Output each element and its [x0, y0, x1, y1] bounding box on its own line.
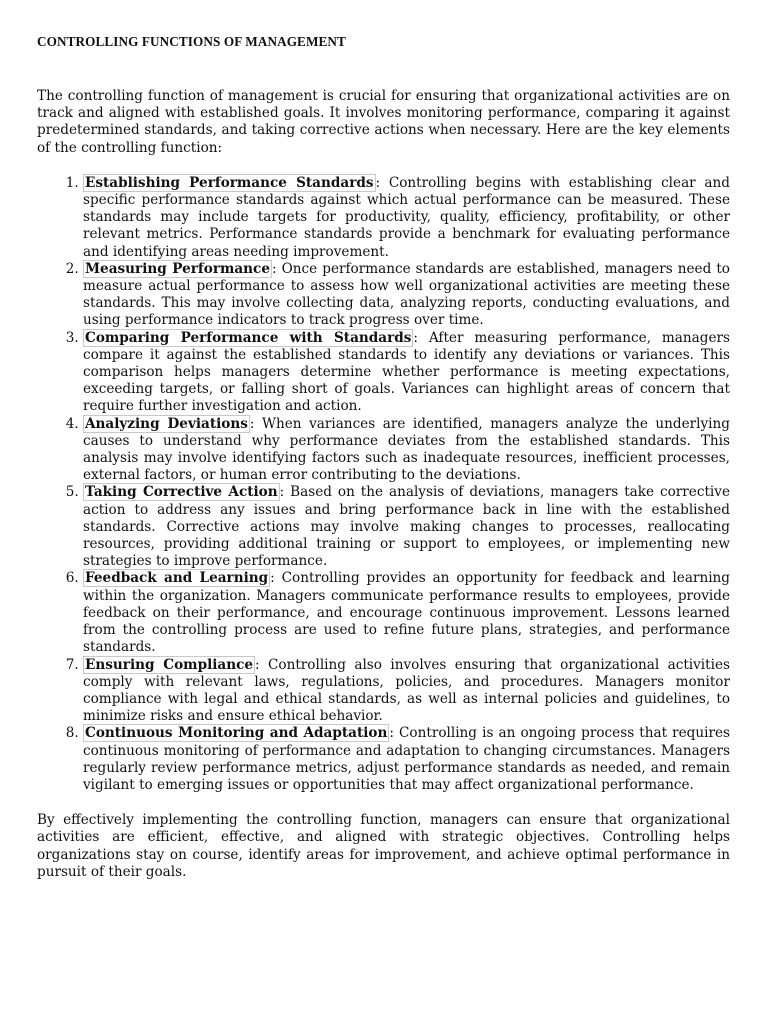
- item-term: Analyzing Deviations: [85, 415, 248, 432]
- item-text: : After measuring performance, managers compare it against the established standards to identify any deviations or variances. This comparison helps managers determine whether performance is meeting expectations, exceeding targets, or falling short of goals. Variances can highlight areas of concern that require further investigation and action.: [83, 329, 730, 415]
- item-term: Ensuring Compliance: [85, 656, 254, 673]
- list-item: [83, 416, 730, 485]
- item-term: Taking Corrective Action: [85, 484, 278, 501]
- item-text: : Controlling also involves ensuring that organizational activities comply with relevant laws, regulations, policies, and procedures. Managers monitor compliance with legal and ethical standards, as well as internal policies and guidelines, to minimize risks and ensure ethical behavior.: [83, 656, 730, 725]
- list-item: [83, 484, 730, 570]
- item-term: Establishing Performance Standards: [85, 174, 374, 191]
- list-item: [83, 175, 730, 261]
- item-term: Comparing Performance with Standards: [85, 329, 412, 346]
- item-text: : When variances are identified, managers analyze the underlying causes to understand why performance deviates from the established standards. This analysis may involve identifying factors such as inadequate resources, inefficient processes, external factors, or human error contributing to the deviations.: [83, 415, 730, 484]
- document-title: CONTROLLING FUNCTIONS OF MANAGEMENT: [37, 34, 346, 49]
- item-term: Feedback and Learning: [85, 570, 269, 587]
- list-item: [83, 570, 730, 656]
- key-elements-list: [37, 175, 730, 794]
- item-text: : Controlling begins with establishing clear and specific performance standards against which actual performance can be measured. These standards may include targets for productivity, quality, efficiency, profitability, or other relevant metrics. Performance standards provide a benchmark for evaluating performance and identifying areas needing improvement.: [83, 174, 730, 260]
- item-text: : Controlling is an ongoing process that requires continuous monitoring of performance and adaptation to changing circumstances. Managers regularly review performance metrics, adjust performance standards as needed, and remain vigilant to emerging issues or opportunities that may affect organizational performance.: [83, 725, 731, 793]
- item-text: : Based on the analysis of deviations, managers take corrective action to address any issues and bring performance back in line with the established standards. Corrective actions may involve making changes to processes, reallocating resources, providing additional training or support to employees, or implementing new strategies to improve performance.: [83, 484, 730, 570]
- list-item: [83, 330, 730, 416]
- item-text: : Once performance standards are established, managers need to measure actual performance to assess how well organizational activities are meeting these standards. This may involve collecting data, analyzing reports, conducting evaluations, and using performance indicators to track progress over time.: [83, 260, 730, 329]
- intro-paragraph: The controlling function of management is crucial for ensuring that organizational activities are on track and aligned with established goals. It involves monitoring performance, comparing it against predetermined standards, and taking corrective actions when necessary. Here are the key elements of the controlling function:: [37, 88, 730, 156]
- item-text: : Controlling provides an opportunity for feedback and learning within the organization. Managers communicate performance results to employees, provide feedback on their performance, and encourage continuous improvement. Lessons learned from the controlling process are used to refine future plans, strategies, and performance standards.: [83, 570, 731, 656]
- item-term: Measuring Performance: [85, 260, 270, 277]
- list-item: [83, 725, 730, 794]
- list-item: [83, 657, 730, 726]
- conclusion-paragraph: By effectively implementing the controlling function, managers can ensure that organizational activities are efficient, effective, and aligned with strategic objectives. Controlling helps organizations stay on course, identify areas for improvement, and achieve optimal performance in pursuit of their goals.: [37, 812, 730, 880]
- item-term: Continuous Monitoring and Adaptation: [85, 725, 388, 742]
- list-item: [83, 261, 730, 330]
